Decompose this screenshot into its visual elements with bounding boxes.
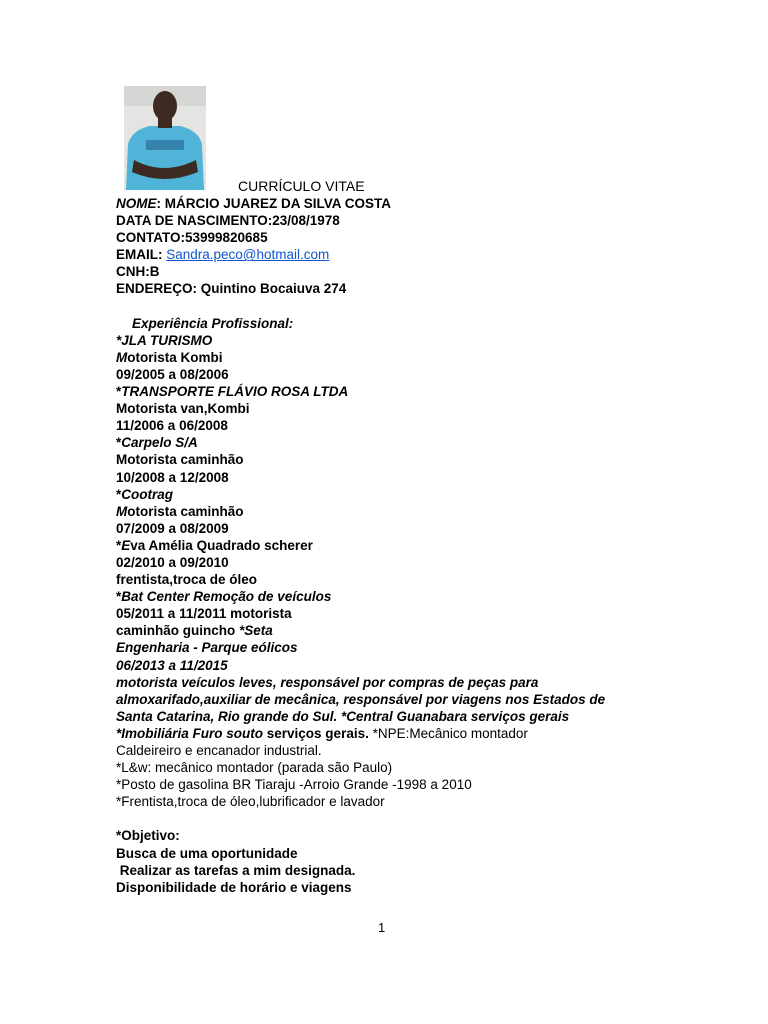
job-seta-description: motorista veículos leves, responsável por compras de peças para almoxarifado,auxiliar de mecânica, responsável por viagens nos Estados de Santa Catarina, Rio grande do Sul. *Central Guanabara serviços gerais	[116, 674, 606, 724]
cnh-line: CNH:B	[116, 264, 160, 280]
name-label: NOME	[116, 196, 157, 211]
job-tfr-title: *TRANSPORTE FLÁVIO ROSA LTDA	[116, 384, 349, 400]
job-tfr-role: Motorista van,Kombi	[116, 401, 250, 417]
job-seta-period: 06/2013 a 11/2015	[116, 657, 228, 673]
page-number: 1	[378, 920, 386, 935]
email-line	[116, 246, 636, 263]
job-posto-line: *Posto de gasolina BR Tiaraju -Arroio Grande -1998 a 2010	[116, 777, 472, 793]
job-cootrag-role: Motorista caminhão	[116, 503, 244, 519]
job-posto-role: *Frentista,troca de óleo,lubrificador e lavador	[116, 794, 385, 810]
name-line	[116, 195, 636, 212]
profile-photo	[124, 86, 206, 190]
objective-heading: *Objetivo:	[116, 828, 180, 844]
email-link[interactable]: Sandra.peco@hotmail.com	[166, 247, 330, 263]
objective-line-2: Realizar as tarefas a mim designada.	[116, 862, 356, 878]
spacer	[116, 810, 636, 827]
job-cootrag-title: *Cootrag	[116, 486, 174, 502]
job-eva-role: frentista,troca de óleo	[116, 572, 258, 588]
job-seta-line: Engenharia - Parque eólicos	[116, 640, 298, 656]
job-carpelo-title: *Carpelo S/A	[116, 435, 198, 451]
job-npe-text: *NPE:Mecânico montador	[368, 725, 528, 741]
contact-line: CONTATO:53999820685	[116, 230, 268, 246]
address-line: ENDEREÇO: Quintino Bocaiuva 274	[116, 281, 347, 297]
profile-photo-image	[124, 86, 206, 190]
job-tfr-period: 11/2006 a 06/2008	[116, 418, 228, 434]
job-bat-role: caminhão guincho *Seta	[116, 623, 273, 639]
spacer	[116, 298, 636, 315]
job-bat-period: 05/2011 a 11/2011 motorista	[116, 606, 292, 622]
job-npe-line2: Caldeireiro e encanador industrial.	[116, 743, 322, 758]
job-cootrag-period: 07/2009 a 08/2009	[116, 520, 229, 536]
job-furo-line: *Imobiliária Furo souto serviços gerais. *NPE:Mecânico montador	[116, 725, 528, 741]
job-eva-title: *Eva Amélia Quadrado scherer	[116, 537, 313, 553]
objective-line-3: Disponibilidade de horário e viagens	[116, 879, 352, 895]
resume-content	[116, 195, 636, 896]
objective-line-1: Busca de uma oportunidade	[116, 845, 298, 861]
job-bat-title: *Bat Center Remoção de veículos	[116, 589, 332, 605]
job-jla-title: *JLA TURISMO	[116, 332, 213, 348]
email-label: EMAIL:	[116, 247, 167, 263]
birth-date-line: DATA DE NASCIMENTO:23/08/1978	[116, 213, 340, 229]
job-jla-period: 09/2005 a 08/2006	[116, 366, 229, 382]
job-carpelo-role: Motorista caminhão	[116, 452, 244, 468]
job-carpelo-period: 10/2008 a 12/2008	[116, 469, 229, 485]
document-title: CURRÍCULO VITAE	[238, 178, 365, 194]
experience-heading: Experiência Profissional:	[132, 315, 294, 331]
job-jla-role: Motorista Kombi	[116, 349, 223, 365]
name-value: : MÁRCIO JUAREZ DA SILVA COSTA	[156, 196, 391, 211]
job-lw-line: *L&w: mecânico montador (parada são Paulo)	[116, 760, 393, 776]
job-eva-period: 02/2010 a 09/2010	[116, 554, 229, 570]
